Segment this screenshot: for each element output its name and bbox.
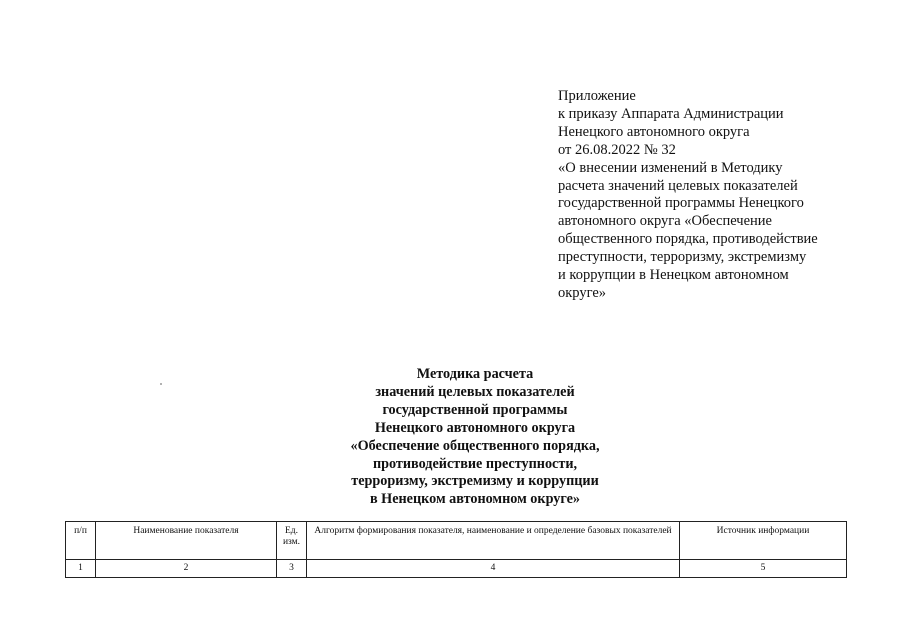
appendix-line: преступности, терроризму, экстремизму: [558, 249, 807, 266]
title-line: значений целевых показателей: [375, 383, 575, 400]
appendix-line: «О внесении изменений в Методику: [558, 159, 783, 176]
appendix-line: Приложение: [558, 88, 636, 104]
appendix-line: Ненецкого автономного округа: [558, 123, 750, 140]
title-line: противодействие преступности,: [372, 455, 578, 472]
title-line: «Обеспечение общественного порядка,: [350, 437, 600, 454]
appendix-line: к приказу Аппарата Администрации: [558, 105, 784, 122]
title-line: государственной программы: [382, 401, 568, 418]
appendix-line: автономного округа «Обеспечение: [558, 213, 772, 230]
title-line: в Ненецком автономном округе»: [369, 491, 581, 508]
title-line: Ненецкого автономного округа: [374, 419, 576, 436]
appendix-line: государственной программы Ненецкого: [558, 195, 804, 212]
scan-speck: [160, 383, 162, 385]
header-cell-algorithm: Алгоритм формирования показателя, наименование и определение базовых показателей: [307, 522, 680, 560]
appendix-block: [558, 88, 858, 303]
table-numbering-row: [66, 560, 847, 578]
column-number-cell: 3: [277, 560, 307, 578]
appendix-line: и коррупции в Ненецком автономном: [558, 267, 789, 284]
appendix-line: округе»: [558, 284, 607, 301]
table-header-row: [66, 522, 847, 560]
header-cell-indicator-name: Наименование показателя: [96, 522, 277, 560]
header-cell-unit: Ед. изм.: [277, 522, 307, 560]
column-number-cell: 2: [96, 560, 277, 578]
appendix-line: расчета значений целевых показателей: [558, 177, 798, 194]
title-line: терроризму, экстремизму и коррупции: [351, 473, 599, 490]
column-number-cell: 4: [307, 560, 680, 578]
header-cell-source: Источник информации: [680, 522, 847, 560]
appendix-line: от 26.08.2022 № 32: [558, 141, 676, 158]
indicator-table: [65, 521, 847, 578]
column-number-cell: 1: [66, 560, 96, 578]
header-cell-number: п/п: [66, 522, 96, 560]
appendix-line: общественного порядка, противодействие: [558, 231, 818, 248]
document-title: [300, 366, 650, 509]
title-line: Методика расчета: [416, 366, 534, 382]
column-number-cell: 5: [680, 560, 847, 578]
